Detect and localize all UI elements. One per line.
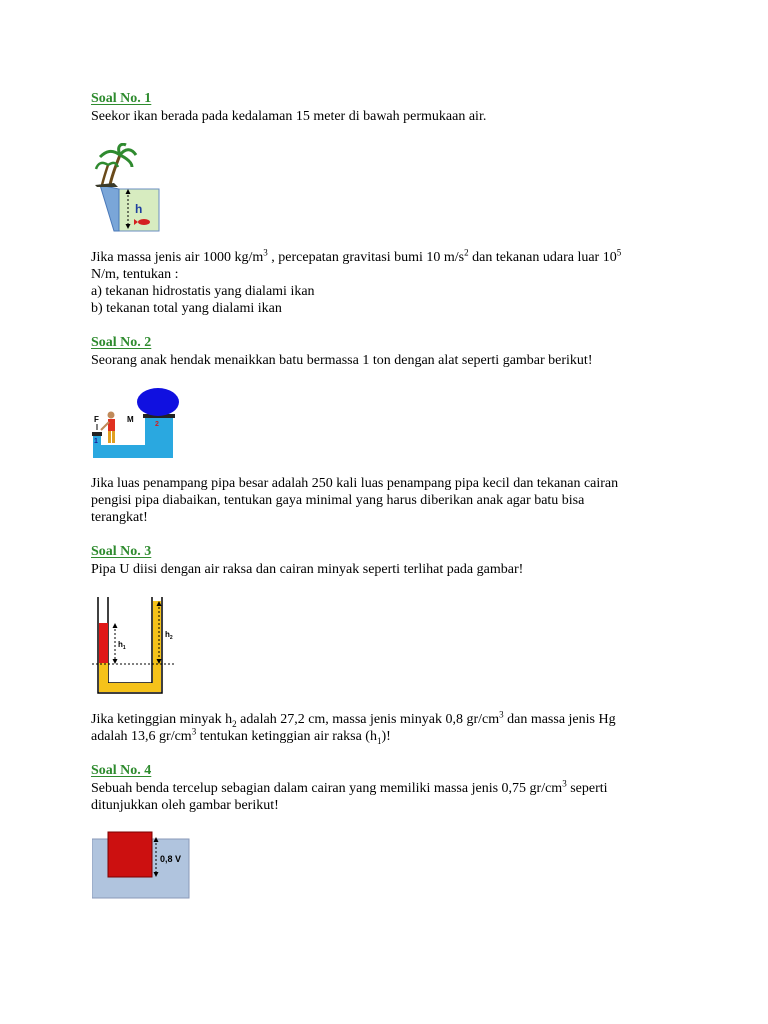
- soal-4-line-2: ditunjukkan oleh gambar berikut!: [91, 798, 279, 813]
- subscript: 2: [232, 718, 237, 729]
- superscript: 3: [562, 778, 567, 789]
- h1-label: $h_1$: [118, 640, 126, 651]
- soal-1-text: , percepatan gravitasi bumi 10 m/s: [267, 250, 465, 265]
- soal-2-line-1: Jika luas penampang pipa besar adalah 250 kali luas penampang pipa kecil dan tekanan cairan: [91, 476, 619, 491]
- superscript: 3: [191, 726, 197, 737]
- soal-4-text: seperti: [566, 781, 608, 796]
- soal-3-text: adalah 27,2 cm, massa jenis minyak 0,8 gr/cm: [236, 712, 500, 727]
- superscript: 3: [499, 709, 504, 720]
- soal-3-text: Jika ketinggian minyak h: [91, 712, 233, 727]
- floating-block-figure: [92, 830, 192, 900]
- soal-1-item-b: b) tekanan total yang dialami ikan: [91, 301, 282, 316]
- soal-1-paragraph-line-2: N/m, tentukan :: [91, 267, 179, 282]
- soal-3-line-2: [91, 728, 391, 745]
- soal-3-text: tentukan ketinggian air raksa (h: [196, 729, 377, 744]
- soal-1-text: dan tekanan udara luar 10: [468, 250, 617, 265]
- soal-2-line-2: pengisi pipa diabaikan, tentukan gaya minimal yang harus diberikan anak agar batu bisa: [91, 493, 585, 508]
- fish-depth-figure: [92, 143, 164, 233]
- soal-3-text: adalah 13,6 gr/cm: [91, 729, 192, 744]
- soal-4-heading: Soal No. 4: [91, 763, 152, 778]
- u-tube-figure: [92, 597, 176, 695]
- soal-3-heading: Soal No. 3: [91, 544, 152, 559]
- floating-block: [108, 832, 152, 877]
- superscript: 3: [263, 247, 268, 258]
- superscript: 2: [464, 247, 469, 258]
- rock-icon: [137, 388, 179, 416]
- soal-2-heading: Soal No. 2: [91, 335, 152, 350]
- depth-h-label: h: [135, 202, 143, 216]
- pipe-2-label: 2: [155, 421, 159, 428]
- soal-4-line-1: [91, 780, 608, 797]
- pipe-1-label: 1: [94, 438, 98, 445]
- soal-2-line-3: terangkat!: [91, 510, 148, 525]
- soal-1-heading: Soal No. 1: [91, 91, 152, 106]
- soal-1-paragraph-line-1: [91, 249, 621, 266]
- subscript: 1: [376, 735, 382, 746]
- h2-label: $h_2$: [165, 630, 173, 641]
- mass-m-label: M: [127, 415, 134, 424]
- palm-tree-icon: [95, 144, 136, 187]
- soal-1-text: Jika massa jenis air 1000 kg/m: [91, 250, 264, 265]
- soal-1-intro: Seekor ikan berada pada kedalaman 15 meter di bawah permukaan air.: [91, 109, 487, 124]
- fish-icon: [138, 219, 150, 225]
- child-icon: [101, 412, 115, 444]
- submerged-volume-label: 0,8 V: [160, 854, 182, 864]
- soal-3-text: dan massa jenis Hg: [503, 712, 616, 727]
- soal-3-intro: Pipa U diisi dengan air raksa dan cairan minyak seperti terlihat pada gambar!: [91, 562, 524, 577]
- soal-2-intro: Seorang anak hendak menaikkan batu bermassa 1 ton dengan alat seperti gambar berikut!: [91, 353, 593, 368]
- soal-1-item-a: a) tekanan hidrostatis yang dialami ikan: [91, 284, 315, 299]
- hydraulic-lift-figure: [91, 385, 181, 460]
- force-f-label: F: [94, 415, 99, 424]
- soal-3-line-1: [91, 711, 616, 728]
- soal-3-text: )!: [381, 729, 391, 744]
- superscript: 5: [616, 247, 622, 258]
- soal-4-text: Sebuah benda tercelup sebagian dalam cairan yang memiliki massa jenis 0,75 gr/cm: [91, 781, 563, 796]
